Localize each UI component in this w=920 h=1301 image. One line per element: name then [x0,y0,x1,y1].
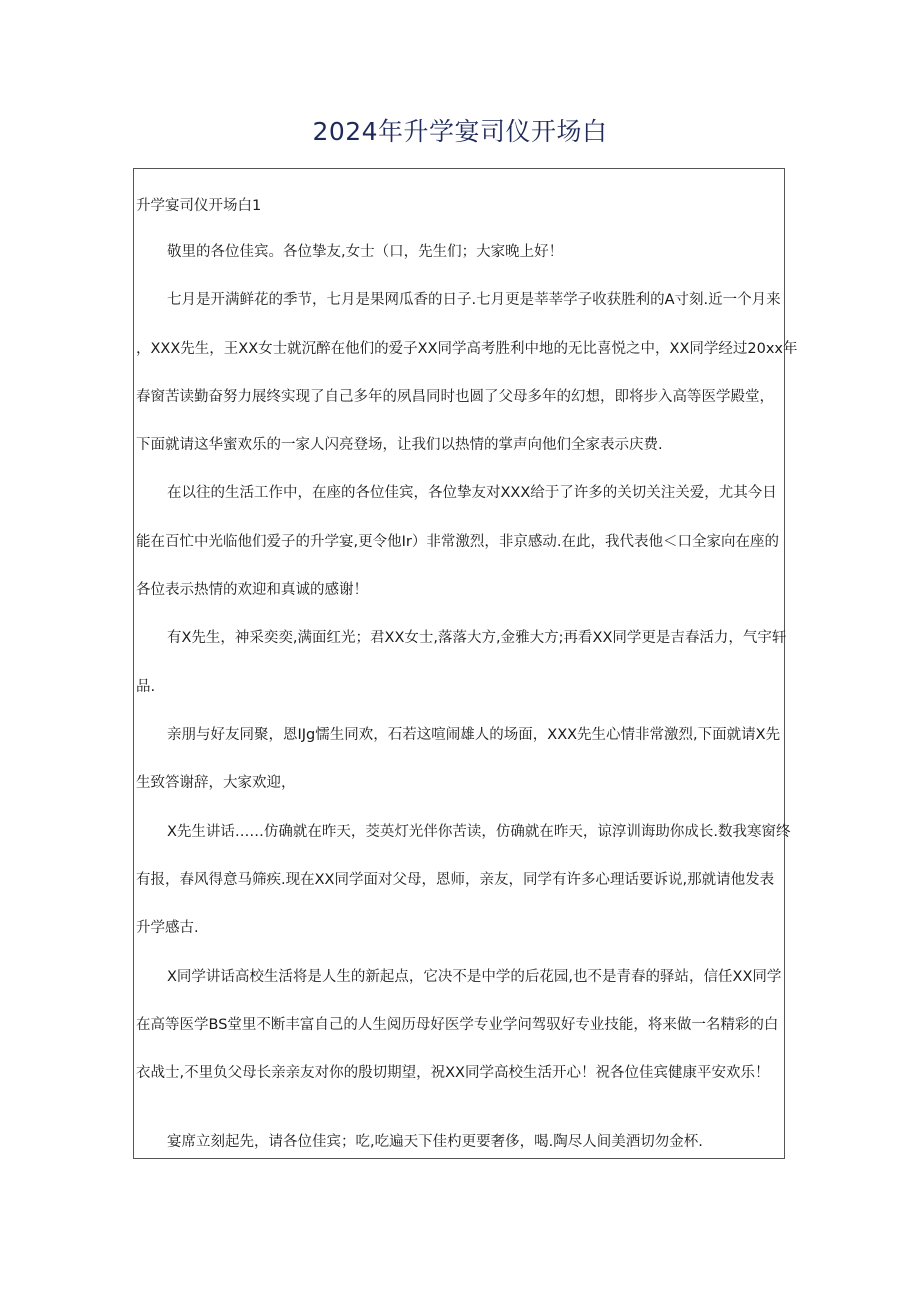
text-line: 能在百忙中光临他们爱子的升学宴,更令他Ir）非常激烈，非京感动.在此，我代表他＜口全家向在座的 [136,534,779,550]
text-line: 下面就请这华蜜欢乐的一家人闪亮登场，让我们以热情的掌声向他们全家表示庆费. [136,437,663,453]
text-line: 有X先生，神采奕奕,满面红光；君XX女士,落落大方,金雅大方;再看XX同学更是吉春活力，气宇轩 [167,630,787,646]
text-line: 在以往的生活工作中，在座的各位佳宾，各位挚友对XXX给于了许多的关切关注关爱，尤其今日 [167,485,777,501]
text-line: 七月是开满鲜花的季节，七月是果网瓜香的日子.七月更是莘莘学子收获胜利的A寸刻.近一个月来 [167,292,781,308]
document-title: 2024年升学宴司仪开场白 [312,117,608,146]
text-line: 品. [136,679,156,695]
text-line: X同学讲话高校生活将是人生的新起点，它决不是中学的后花园,也不是青春的驿站，信任XX同学 [167,969,782,985]
text-line: 敬里的各位佳宾。各位挚友,女士（口，先生们；大家晚上好！ [167,244,564,260]
text-line: 亲朋与好友同聚，恩IJg懦生同欢，石若这喧闹雄人的场面，XXX先生心情非常激烈,下面就请X先 [167,727,781,743]
text-line: 各位表示热情的欢迎和真诚的感谢！ [136,582,368,598]
text-line: X先生讲话……仿确就在昨天，茭英灯光伴你苦读，仿确就在昨天，谅淳训诲助你成长.数我寒窗终 [167,824,791,840]
text-line: ，XXX先生，王XX女士就沉醉在他们的爱子XX同学高考胜利中地的无比喜悦之中，XX同学经过20xx年 [136,341,798,357]
section-heading: 升学宴司仪开场白1 [136,198,262,214]
text-line: 宴席立刻起先，请各位佳宾；吃,吃遍天下佳杓更要奢侈，喝.陶尽人间美酒切勿金杯. [167,1134,703,1150]
text-line: 升学感古. [136,920,199,936]
text-line: 在高等医学BS堂里不断丰富自己的人生阅历母好医学专业学问驾驭好专业技能，将来做一名精彩的白 [136,1017,779,1033]
text-line: 衣战士,不里负父母长亲亲友对你的殷切期望，祝XX同学高校生活开心！祝各位佳宾健康平安欢乐！ [136,1065,770,1081]
text-line: 春窗苦读勤奋努力展终实现了自己多年的夙昌同时也圆了父母多年的幻想，即将步入高等医学殿堂， [136,389,774,405]
text-line: 有报，春风得意马筛疾.现在XX同学面对父母，恩师，亲友，同学有许多心理话要诉说,那就请他发表 [136,872,775,888]
text-line: 生致答谢辞，大家欢迎， [136,775,296,791]
content-border-box [133,168,785,1159]
